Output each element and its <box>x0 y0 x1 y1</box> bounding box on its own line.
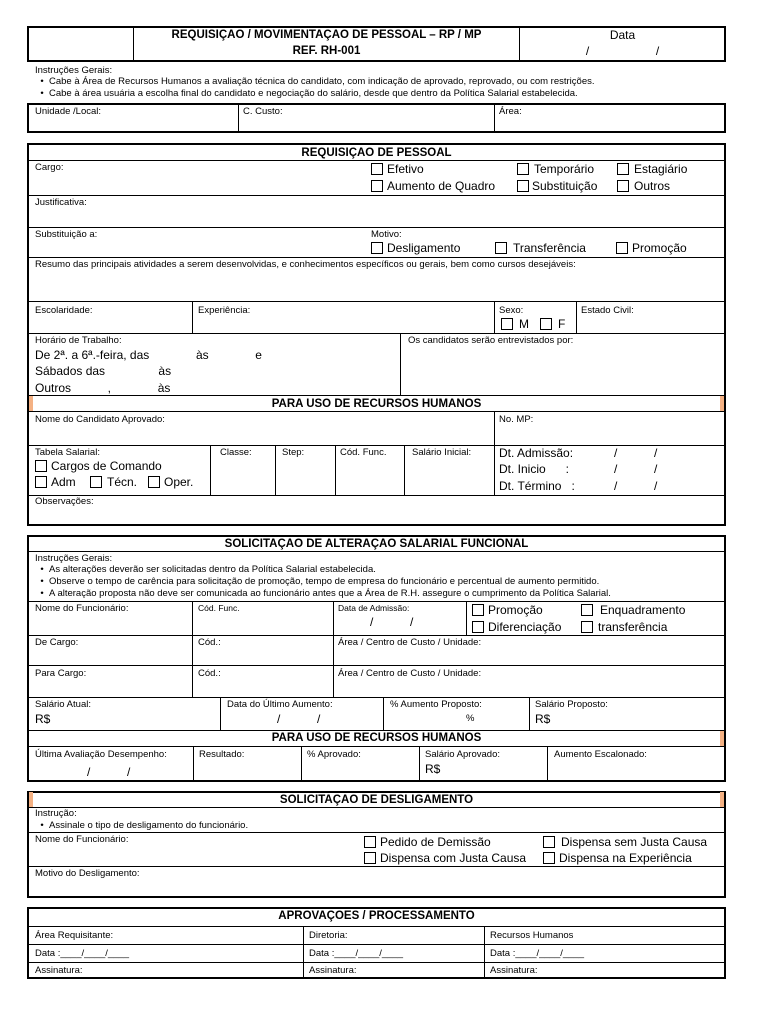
divider <box>193 747 194 781</box>
entrevistados-field[interactable]: Os candidatos serão entrevistados por: <box>408 335 574 346</box>
dt-inicio-label: Dt. Inicio : <box>499 462 570 476</box>
salario-aprovado-field[interactable]: R$ <box>425 762 441 776</box>
desligamento-nome-field[interactable]: Nome do Funcionário: <box>35 834 129 845</box>
line <box>28 551 725 552</box>
divider <box>494 302 495 333</box>
adm-label: Adm <box>51 475 76 489</box>
enquadramento-checkbox[interactable] <box>581 604 593 616</box>
no-mp-field[interactable]: No. MP: <box>499 414 534 425</box>
adm-checkbox[interactable] <box>35 476 47 488</box>
divider <box>192 602 193 697</box>
tecn-checkbox[interactable] <box>90 476 102 488</box>
divider <box>576 302 577 333</box>
rh-assinatura-field[interactable]: Assinatura: <box>490 965 538 976</box>
de-cargo-area-field[interactable]: Área / Centro de Custo / Unidade: <box>338 637 482 648</box>
rh-section-title: PARA USO DE RECURSOS HUMANOS <box>271 398 482 410</box>
rh2-title: PARA USO DE RECURSOS HUMANOS <box>271 732 482 744</box>
divider <box>192 302 193 333</box>
line <box>28 411 725 412</box>
line <box>28 807 725 808</box>
promocao-checkbox[interactable] <box>616 242 628 254</box>
substituicao-checkbox[interactable] <box>517 180 529 192</box>
promocao-label: Promoção <box>632 241 687 255</box>
motivo-label: Motivo: <box>371 229 402 240</box>
dt-admissao-field[interactable]: / / <box>614 446 658 460</box>
recursos-humanos-label: Recursos Humanos <box>490 930 574 941</box>
divider <box>301 747 302 781</box>
aumento-escalonado-field[interactable]: Aumento Escalonado: <box>554 749 647 760</box>
alteracao-instr-title: Instruções Gerais: <box>35 553 113 564</box>
dispensa-experiencia-checkbox[interactable] <box>543 852 555 864</box>
temporario-label: Temporário <box>534 162 595 176</box>
dt-termino-label: Dt. Término : <box>499 479 575 493</box>
divider <box>494 412 495 445</box>
data-admissao-field[interactable]: / / <box>370 615 414 629</box>
oper-checkbox[interactable] <box>148 476 160 488</box>
tabela-label: Tabela Salarial: <box>35 447 100 458</box>
line <box>28 832 725 833</box>
line <box>28 495 725 496</box>
line <box>28 944 725 945</box>
ultima-avaliacao-field[interactable]: / / <box>87 765 131 779</box>
line <box>28 195 725 196</box>
desligamento-title: SOLICITAÇAO DE DESLIGAMENTO <box>279 794 474 806</box>
alteracao-instr-item: • Observe o tempo de carência para solicitação de promoção, tempo de empresa do funcionário e percentual de aumento permitido. <box>40 576 600 587</box>
cargos-comando-label: Cargos de Comando <box>51 459 162 473</box>
de-cargo-field[interactable]: De Cargo: <box>35 637 79 648</box>
sexo-f-checkbox[interactable] <box>540 318 552 330</box>
instruction-item: • Cabe à área usuária a escolha final do candidato e negociação do salário, desde que dentro da Política Salarial estabelecida. <box>40 88 578 99</box>
line <box>28 697 725 698</box>
line <box>28 227 725 228</box>
cargos-comando-checkbox[interactable] <box>35 460 47 472</box>
instructions-title: Instruções Gerais: <box>35 65 113 76</box>
date-field[interactable]: / / <box>585 44 660 58</box>
line <box>28 160 725 161</box>
unit-row <box>27 103 726 133</box>
horario-outros[interactable]: Outros , às <box>35 381 171 395</box>
area-requisitante-label: Área Requisitante: <box>35 930 114 941</box>
line <box>28 866 725 867</box>
para-cargo-area-field[interactable]: Área / Centro de Custo / Unidade: <box>338 668 482 679</box>
unit-field[interactable]: Unidade /Local: <box>35 106 102 117</box>
aumento-quadro-checkbox[interactable] <box>371 180 383 192</box>
divider <box>494 446 495 495</box>
alteracao-title: SOLICITAÇAO DE ALTERAÇAO SALARIAL FUNCIONAL <box>224 538 529 550</box>
horario-label: Horário de Trabalho: <box>35 335 122 346</box>
dt-inicio-field[interactable]: / / <box>614 462 658 476</box>
salario-proposto-label: Salário Proposto: <box>535 699 608 710</box>
instruction-item: • Cabe à Área de Recursos Humanos a avaliação técnica do candidato, com indicação de aprovado, reprovado, ou com restrições. <box>40 76 595 87</box>
divider <box>484 927 485 978</box>
justificativa-field[interactable]: Justificativa: <box>35 197 87 208</box>
line <box>28 257 725 258</box>
divider <box>220 698 221 730</box>
diretoria-data-field[interactable]: Data :____/____/____ <box>309 948 404 959</box>
aprovacoes-title: APROVAÇOES / PROCESSAMENTO <box>278 910 475 922</box>
sexo-m-label: M <box>519 317 529 331</box>
escolaridade-field[interactable]: Escolaridade: <box>35 305 93 316</box>
resumo-field[interactable]: Resumo das principais atividades a serem desenvolvidas, e conhecimentos específicos ou gerais, bem como cursos desejáveis: <box>35 259 576 270</box>
desligamento-instr-title: Instrução: <box>35 808 77 819</box>
aumento-proposto-field[interactable]: % <box>466 713 475 724</box>
line <box>28 301 725 302</box>
observacoes-field[interactable]: Observações: <box>35 496 94 507</box>
dispensa-com-justa-label: Dispensa com Justa Causa <box>380 851 527 865</box>
diferenciacao-label: Diferenciação <box>488 620 562 634</box>
divider <box>466 602 467 635</box>
desligamento-checkbox[interactable] <box>371 242 383 254</box>
dt-termino-field[interactable]: / / <box>614 479 658 493</box>
outros-checkbox[interactable] <box>617 180 629 192</box>
dt-admissao-label: Dt. Admissão: <box>499 446 574 460</box>
salario-atual-field[interactable]: R$ <box>35 712 51 726</box>
divider <box>547 747 548 781</box>
line <box>28 665 725 666</box>
transferencia-label: Transferência <box>513 241 586 255</box>
horario-sabado[interactable]: Sábados das às <box>35 364 172 378</box>
divider <box>335 446 336 495</box>
alt-promocao-checkbox[interactable] <box>472 604 484 616</box>
ultima-avaliacao-label: Última Avaliação Desempenho: <box>35 749 167 760</box>
area-requisitante-assinatura-field[interactable]: Assinatura: <box>35 965 83 976</box>
requisicao-title: REQUISIÇAO DE PESSOAL <box>301 147 452 159</box>
estado-civil-field[interactable]: Estado Civil: <box>581 305 634 316</box>
pedido-demissao-label: Pedido de Demissão <box>380 835 491 849</box>
substituicao-a-field[interactable]: Substituição a: <box>35 229 98 240</box>
classe-field[interactable]: Classe: <box>220 447 252 458</box>
resultado-field[interactable]: Resultado: <box>199 749 245 760</box>
alteracao-instr-item: • As alterações deverão ser solicitadas dentro da Política Salarial estabelecida. <box>40 564 376 575</box>
efetivo-checkbox[interactable] <box>371 163 383 175</box>
substituicao-label: Substituição <box>532 179 598 193</box>
unit-divider <box>238 104 239 132</box>
line <box>28 962 725 963</box>
oper-label: Oper. <box>164 475 194 489</box>
data-admissao-label: Data de Admissão: <box>338 603 410 613</box>
line <box>28 926 725 927</box>
line <box>28 746 725 747</box>
line <box>28 333 725 334</box>
cod-func-field-2[interactable]: Cód. Func. <box>198 603 240 613</box>
desligamento-instr-item: • Assinale o tipo de desligamento do funcionário. <box>40 820 249 831</box>
alteracao-instr-item: • A alteração proposta não deve ser comunicada ao funcionário antes que a Área de R.H. assegure o cumprimento da Política Salarial. <box>40 588 611 599</box>
divider <box>400 334 401 395</box>
alt-transferencia-checkbox[interactable] <box>581 621 593 633</box>
divider <box>275 446 276 495</box>
experiencia-field[interactable]: Experiência: <box>198 305 251 316</box>
divider <box>383 698 384 730</box>
dispensa-experiencia-label: Dispensa na Experiência <box>559 851 692 865</box>
step-field[interactable]: Step: <box>282 447 305 458</box>
divider <box>210 446 211 495</box>
pedido-demissao-checkbox[interactable] <box>364 836 376 848</box>
dispensa-com-justa-checkbox[interactable] <box>364 852 376 864</box>
area-field[interactable]: Área: <box>499 106 522 117</box>
data-ultimo-aumento-label: Data do Último Aumento: <box>227 699 333 710</box>
salario-proposto-field[interactable]: R$ <box>535 712 551 726</box>
temporario-checkbox[interactable] <box>517 163 529 175</box>
para-cargo-field[interactable]: Para Cargo: <box>35 668 87 679</box>
data-ultimo-aumento-field[interactable]: / / <box>277 712 321 726</box>
cod-func-field[interactable]: Cód. Func. <box>340 447 387 458</box>
salario-aprovado-label: Salário Aprovado: <box>425 749 500 760</box>
diretoria-assinatura-field[interactable]: Assinatura: <box>309 965 357 976</box>
line <box>28 601 725 602</box>
divider <box>303 927 304 978</box>
line <box>28 395 725 396</box>
alt-transferencia-label: transferência <box>598 620 668 634</box>
enquadramento-label: Enquadramento <box>600 603 686 617</box>
dispensa-sem-justa-checkbox[interactable] <box>543 836 555 848</box>
de-cargo-cod-field[interactable]: Cód.: <box>198 637 221 648</box>
candidato-field[interactable]: Nome do Candidato Aprovado: <box>35 414 165 425</box>
dispensa-sem-justa-label: Dispensa sem Justa Causa <box>561 835 708 849</box>
sexo-f-label: F <box>558 317 566 331</box>
divider <box>419 747 420 781</box>
line <box>28 635 725 636</box>
form-title: REQUISIÇAO / MOVIMENTAÇAO DE PESSOAL – RP / MP <box>171 29 482 41</box>
diferenciacao-checkbox[interactable] <box>472 621 484 633</box>
cost-divider <box>494 104 495 132</box>
motivo-desligamento-field[interactable]: Motivo do Desligamento: <box>35 868 140 879</box>
outros-label: Outros <box>634 179 671 193</box>
estagiario-checkbox[interactable] <box>617 163 629 175</box>
form-ref: REF. RH-001 <box>292 45 361 57</box>
tecn-label: Técn. <box>107 475 138 489</box>
para-cargo-cod-field[interactable]: Cód.: <box>198 668 221 679</box>
area-requisitante-data-field[interactable]: Data :____/____/____ <box>35 948 130 959</box>
alt-promocao-label: Promoção <box>488 603 543 617</box>
salario-atual-label: Salário Atual: <box>35 699 91 710</box>
nome-funcionario-field[interactable]: Nome do Funcionário: <box>35 603 129 614</box>
transferencia-checkbox[interactable] <box>495 242 507 254</box>
estagiario-label: Estagiário <box>634 162 688 176</box>
aprovado-field[interactable]: % Aprovado: <box>307 749 361 760</box>
desligamento-label: Desligamento <box>387 241 461 255</box>
date-label: Data <box>609 28 636 42</box>
aumento-quadro-label: Aumento de Quadro <box>387 179 496 193</box>
rh-data-field[interactable]: Data :____/____/____ <box>490 948 585 959</box>
cargo-field[interactable]: Cargo: <box>35 162 64 173</box>
aumento-proposto-label: % Aumento Proposto: <box>390 699 482 710</box>
horario-semana[interactable]: De 2ª. a 6ª.-feira, das às e <box>35 348 262 362</box>
diretoria-label: Diretoria: <box>309 930 348 941</box>
divider <box>333 602 334 697</box>
salario-inicial-field[interactable]: Salário Inicial: <box>412 447 472 458</box>
efetivo-label: Efetivo <box>387 162 424 176</box>
divider <box>404 446 405 495</box>
cost-field[interactable]: C. Custo: <box>243 106 283 117</box>
sexo-m-checkbox[interactable] <box>501 318 513 330</box>
divider <box>529 698 530 730</box>
sexo-label: Sexo: <box>499 305 524 316</box>
